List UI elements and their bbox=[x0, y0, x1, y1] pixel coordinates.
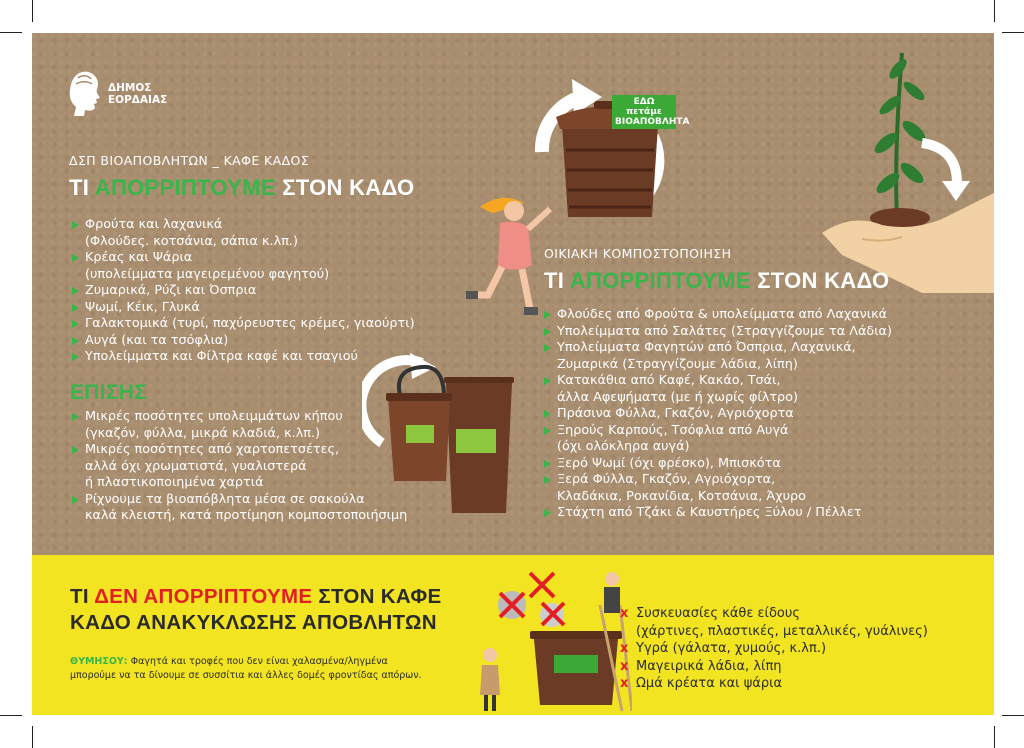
list-item: Υπολείμματα από Σαλάτες (Στραγγίζουμε τα Λάδια) bbox=[544, 324, 892, 341]
list-item: Ζυμαρικά, Ρύζι και Όσπρια bbox=[72, 283, 415, 300]
right-title bbox=[544, 268, 889, 294]
cross-mark-icon: x bbox=[620, 658, 629, 674]
not-allowed-list bbox=[620, 605, 928, 693]
not-allowed-item bbox=[620, 605, 928, 623]
list-item: (Φλούδες. κοτσάνια, σάπια κ.λπ.) bbox=[85, 233, 298, 249]
reminder-line-2: μπορούμε να τα δίνουμε σε συσσίτια και άλλες δομές φροντίδας απόρων. bbox=[70, 670, 422, 681]
brown-bins-icon bbox=[382, 363, 522, 523]
list-item: αλλά όχι χρωματιστά, γυαλιστερά bbox=[85, 458, 307, 474]
cross-mark-icon: x bbox=[620, 606, 629, 621]
left-title-part1: ΤΙ bbox=[69, 175, 95, 200]
list-item: Ρίχνουμε τα βιοαπόβλητα μέσα σε σακούλα bbox=[72, 492, 407, 509]
crop-mark bbox=[994, 726, 995, 748]
crop-mark bbox=[1002, 32, 1024, 33]
list-item: Μικρές ποσότητες υπολειμμάτων κήπου bbox=[72, 409, 407, 426]
cross-mark-icon: x bbox=[620, 676, 629, 691]
list-item: Ξερό Ψωμί (όχι φρέσκο), Μπισκότα bbox=[544, 456, 892, 473]
list-item: Ψωμί, Κέικ, Γλυκά bbox=[72, 300, 415, 317]
also-item-list bbox=[72, 409, 407, 525]
not-allowed-item bbox=[620, 640, 928, 658]
list-item: Γαλακτομικά (τυρί, παχύρευστες κρέμες, γιαούρτι) bbox=[72, 316, 415, 333]
cross-mark-icon: x bbox=[620, 641, 629, 656]
rejected-items-illustration bbox=[472, 565, 632, 713]
crop-mark bbox=[0, 715, 22, 716]
not-allowed-item-text: Ωμά κρέατα και ψάρια bbox=[636, 676, 783, 691]
list-item: Μικρές ποσότητες από χαρτοπετσέτες, bbox=[72, 442, 407, 459]
list-item: καλά κλειστή, κατά προτίμηση κομποστοποιήσιμη bbox=[85, 508, 408, 523]
list-item: Στάχτη από Τζάκι & Καυστήρες Ξύλου / Πέλλετ bbox=[544, 505, 892, 522]
right-title-part1: ΤΙ bbox=[544, 268, 570, 293]
reminder-line-1: Φαγητά και τροφές που δεν είναι χαλασμένα/ληγμένα bbox=[127, 656, 388, 667]
crop-mark bbox=[0, 32, 22, 33]
right-item-list bbox=[544, 307, 892, 522]
crop-mark bbox=[32, 0, 33, 22]
crop-mark bbox=[32, 726, 33, 748]
not-allowed-item bbox=[620, 658, 928, 676]
list-item: Φρούτα και λαχανικά bbox=[72, 217, 415, 234]
municipality-logo bbox=[68, 70, 168, 120]
bottom-title-part2: ΣΤΟΝ ΚΑΦΕ bbox=[312, 585, 442, 608]
list-item: Υπολείμματα Φαγητών από Όσπρια, Λαχανικά, bbox=[544, 340, 892, 357]
reminder-label: ΘΥΜΗΣΟΥ: bbox=[70, 656, 128, 667]
badge-line-2: ΒΙΟΑΠΟΒΛΗΤΑ bbox=[615, 117, 690, 127]
right-subtitle: ΟΙΚΙΑΚΗ ΚΟΜΠΟΣΤΟΠΟΙΗΣΗ bbox=[544, 246, 732, 261]
leaflet-card bbox=[32, 33, 994, 715]
list-item: Ξηρούς Καρπούς, Τσόφλια από Αυγά bbox=[544, 423, 892, 440]
list-item: Πράσινα Φύλλα, Γκαζόν, Αγριόχορτα bbox=[544, 406, 892, 423]
logo-line-1: ΔΗΜΟΣ bbox=[108, 82, 152, 94]
list-item: άλλα Αφεψήματα (με ή χωρίς φίλτρο) bbox=[557, 389, 798, 405]
bottom-title-line-2: ΚΑΔΟ ΑΝΑΚΥΚΛΩΣΗΣ ΑΠΟΒΛΗΤΩΝ bbox=[70, 611, 437, 634]
crop-mark bbox=[994, 0, 995, 22]
list-item: Κατακάθια από Καφέ, Κακάο, Τσάι, bbox=[544, 373, 892, 390]
head-profile-icon bbox=[68, 70, 104, 116]
crop-mark bbox=[1002, 715, 1024, 716]
left-subtitle: ΔΣΠ ΒΙΟΑΠΟΒΛΗΤΩΝ _ ΚΑΦΕ ΚΑΔΟΣ bbox=[69, 153, 310, 168]
list-item: (υπολείμματα μαγειρεμένου φαγητού) bbox=[85, 266, 330, 282]
badge-line-1: ΕΔΩ πετάμε bbox=[626, 97, 662, 117]
bio-waste-badge bbox=[612, 95, 690, 129]
bottom-title-part1: ΤΙ bbox=[70, 585, 95, 608]
list-item: Κρέας και Ψάρια bbox=[72, 250, 415, 267]
not-allowed-item-text: Μαγειρικά λάδια, λίπη bbox=[636, 658, 782, 674]
not-allowed-item bbox=[620, 623, 928, 641]
list-item: (όχι ολόκληρα αυγά) bbox=[557, 439, 690, 454]
list-item: Υπολείμματα και Φίλτρα καφέ και τσαγιού bbox=[72, 349, 415, 366]
list-item: ή πλαστικοποιημένα χαρτιά bbox=[85, 475, 264, 490]
bottom-title-highlight: ΔΕΝ ΑΠΟΡΡΙΠΤΟΥΜΕ bbox=[94, 585, 313, 608]
not-allowed-item-text: (χάρτινες, πλαστικές, μεταλλικές, γυάλινες) bbox=[636, 623, 928, 639]
logo-line-2: ΕΟΡΔΑΙΑΣ bbox=[108, 94, 168, 106]
list-item: Φλούδες από Φρούτα & υπολείμματα από Λαχανικά bbox=[544, 307, 892, 324]
bottom-band bbox=[32, 555, 994, 715]
not-allowed-item-text: Συσκευασίες κάθε είδους bbox=[636, 606, 801, 621]
list-item: Ζυμαρικά (Στραγγίζουμε λάδια, λίπη) bbox=[557, 356, 798, 372]
recycle-arrow-right-icon bbox=[912, 133, 972, 203]
left-item-list bbox=[72, 217, 415, 366]
left-title-highlight: ΑΠΟΡΡΙΠΤΟΥΜΕ bbox=[94, 175, 276, 200]
list-item: Ξερά Φύλλα, Γκαζόν, Αγριόχορτα, bbox=[544, 472, 892, 489]
left-title-part2: ΣΤΟΝ ΚΑΔΟ bbox=[275, 175, 415, 200]
reminder-note bbox=[70, 655, 422, 683]
right-title-part2: ΣΤΟΝ ΚΑΔΟ bbox=[750, 268, 890, 293]
not-allowed-item-text: Υγρά (γάλατα, χυμούς, κ.λπ.) bbox=[636, 641, 827, 656]
list-item: Αυγά (και τα τσόφλια) bbox=[72, 333, 415, 350]
left-title bbox=[69, 175, 414, 201]
list-item: (γκαζόν, φύλλα, μικρά κλαδιά, κ.λπ.) bbox=[85, 425, 321, 441]
bottom-title-line-1 bbox=[70, 585, 442, 609]
list-item: Κλαδάκια, Ροκανίδια, Κοτσάνια, Άχυρο bbox=[557, 488, 806, 504]
not-allowed-item bbox=[620, 675, 928, 693]
also-title: ΕΠΙΣΗΣ bbox=[70, 381, 148, 404]
right-title-highlight: ΑΠΟΡΡΙΠΤΟΥΜΕ bbox=[569, 268, 751, 293]
